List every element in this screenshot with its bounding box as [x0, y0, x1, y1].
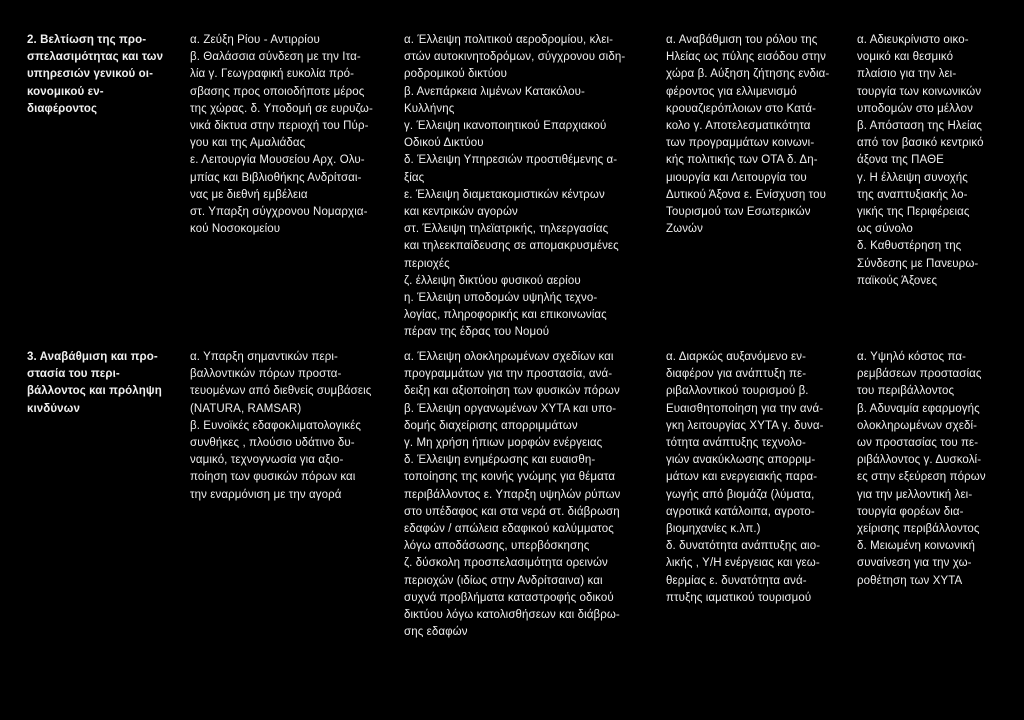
weaknesses-cell: α. Έλλειψη ολοκληρωμένων σχεδίων και προγραμμάτων για την προστασία, ανά- δειξη και αξιοποίηση των φυσικών πόρων β. Έλλειψη οργανωμένων ΧΥΤΑ και υπο- δομής διαχείρισης απορριμμάτων γ. Μη χρήση ήπιων μορφών ενέργειας δ. Έλλειψη ενημέρωσης και ευαισθη- τοποίησης της κοινής γνώμης για θέματα περιβάλλοντος ε. Υπαρξη υψηλών ρύπων στο υπέδαφος και στα νερά στ. διάβρωση εδαφών / απώλεια εδαφικού καλύμματος λόγω αποδάσωσης, υπερβόσκησης ζ. δύσκολη προσπελασιμότητα ορεινών περιοχών (ιδίως στην Ανδρίτσαινα) και συχνά προβλήματα καταστροφής οδικού δικτύου λόγω κατολισθήσεων και διάβρω- σης εδαφών: [404, 351, 621, 639]
threats-cell: α. Αδιευκρίνιστο οικο- νομικό και θεσμικό πλαίσιο για την λει- τουργία των κοινωνικών υποδομών στο μέλλον β. Απόσταση της Ηλείας από τον βασικό κεντρικό άξονα της ΠΑΘΕ γ. Η έλλειψη συνοχής της αναπτυξιακής λο- γικής της Περιφέρειας ως σύνολο δ. Καθυστέρηση της Σύνδεσης με Πανευρω- παϊκούς Άξονες: [857, 34, 984, 287]
weaknesses-cell: α. Έλλειψη πολιτικού αεροδρομίου, κλει- στών αυτοκινητοδρόμων, σύγχρονου σιδη- ροδρομικού δικτύου β. Ανεπάρκεια λιμένων Κατακόλου- Κυλλήνης γ. Έλλειψη ικανοποιητικού Επαρχιακού Οδικού Δικτύου δ. Έλλειψη Υπηρεσιών προστιθέμενης α- ξίας ε. Έλλειψη διαμετακομιστικών κέντρων και κεντρικών αγορών στ. Έλλειψη τηλεϊατρικής, τηλεεργασίας και τηλεεκπαίδευσης σε απομακρυσμένες περιοχές ζ. έλλειψη δικτύου φυσικού αερίου η. Έλλειψη υποδομών υψηλής τεχνο- λογίας, πληροφορικής και επικοινωνίας πέραν της έδρας του Νομού: [404, 34, 626, 339]
row-heading: 3. Αναβάθμιση και προ- στασία του περι- βάλλοντος και πρόληψη κινδύνων: [27, 351, 162, 415]
strengths-cell: α. Υπαρξη σημαντικών περι- βαλλοντικών πόρων προστα- τευομένων από διεθνείς συμβάσεις (NATURA, RAMSAR) β. Ευνοϊκές εδαφοκλιματολογικές συνθήκες , πλούσιο υδάτινο δυ- ναμικό, τεχνογνωσία για αξιο- ποίηση των φυσικών πόρων και την εναρμόνιση με την αγορά: [190, 351, 372, 501]
row-heading: 2. Βελτίωση της προ- σπελασιμότητας και των υπηρεσιών γενικού οι- κονομικού εν- διαφέροντος: [27, 34, 164, 115]
opportunities-cell: α. Αναβάθμιση του ρόλου της Ηλείας ως πύλης εισόδου στην χώρα β. Αύξηση ζήτησης ενδια- φέροντος για ελλιμενισμό κρουαζιερόπλοιων στο Κατά- κολο γ. Αποτελεσματικότητα των προγραμμάτων κοινωνι- κής πολιτικής των ΟΤΑ δ. Δη- μιουργία και Λειτουργία του Δυτικού Άξονα ε. Ενίσχυση του Τουρισμού των Εσωτερικών Ζωνών: [666, 34, 830, 236]
strengths-cell: α. Ζεύξη Ρίου - Αντιρρίου β. Θαλάσσια σύνδεση με την Ιτα- λία γ. Γεωγραφική ευκολία πρό- σβασης προς οποιοδήποτε μέρος της χώρας. δ. Υποδομή σε ευρυζω- νικά δίκτυα στην περιοχή του Πύρ- γου και της Αμαλιάδας ε. Λειτουργία Μουσείου Αρχ. Ολυ- μπίας και Βιβλιοθήκης Ανδρίτσαι- νας με διεθνή εμβέλεια στ. Υπαρξη σύγχρονου Νομαρχια- κού Νοσοκομείου: [190, 34, 373, 236]
opportunities-cell: α. Διαρκώς αυξανόμενο εν- διαφέρον για ανάπτυξη πε- ριβαλλοντικού τουρισμού β. Ευαισθητοποίηση για την ανά- γκη λειτουργίας ΧΥΤΑ γ. δυνα- τότητα ανάπτυξης τεχνολο- γιών ανακύκλωσης απορριμ- μάτων και ενεργειακής παρα- γωγής από βιομάζα (λύματα, αγροτικά κατάλοιπα, αγροτο- βιομηχανίες κ.λπ.) δ. δυνατότητα ανάπτυξης αιο- λικής , Υ/Η ενέργειας και γεω- θερμίας ε. δυνατότητα ανά- πτυξης ιαματικού τουρισμού: [666, 351, 824, 604]
threats-cell: α. Υψηλό κόστος πα- ρεμβάσεων προστασίας του περιβάλλοντος β. Αδυναμία εφαρμογής ολοκληρωμένων σχεδί- ων προστασίας του πε- ριβάλλοντος γ. Δυσκολί- ες στην εξεύρεση πόρων για την μελλοντική λει- τουργία φορέων δια- χείρισης περιβάλλοντος δ. Μειωμένη κοινωνική συναίνεση για την χω- ροθέτηση των ΧΥΤΑ: [857, 351, 986, 587]
